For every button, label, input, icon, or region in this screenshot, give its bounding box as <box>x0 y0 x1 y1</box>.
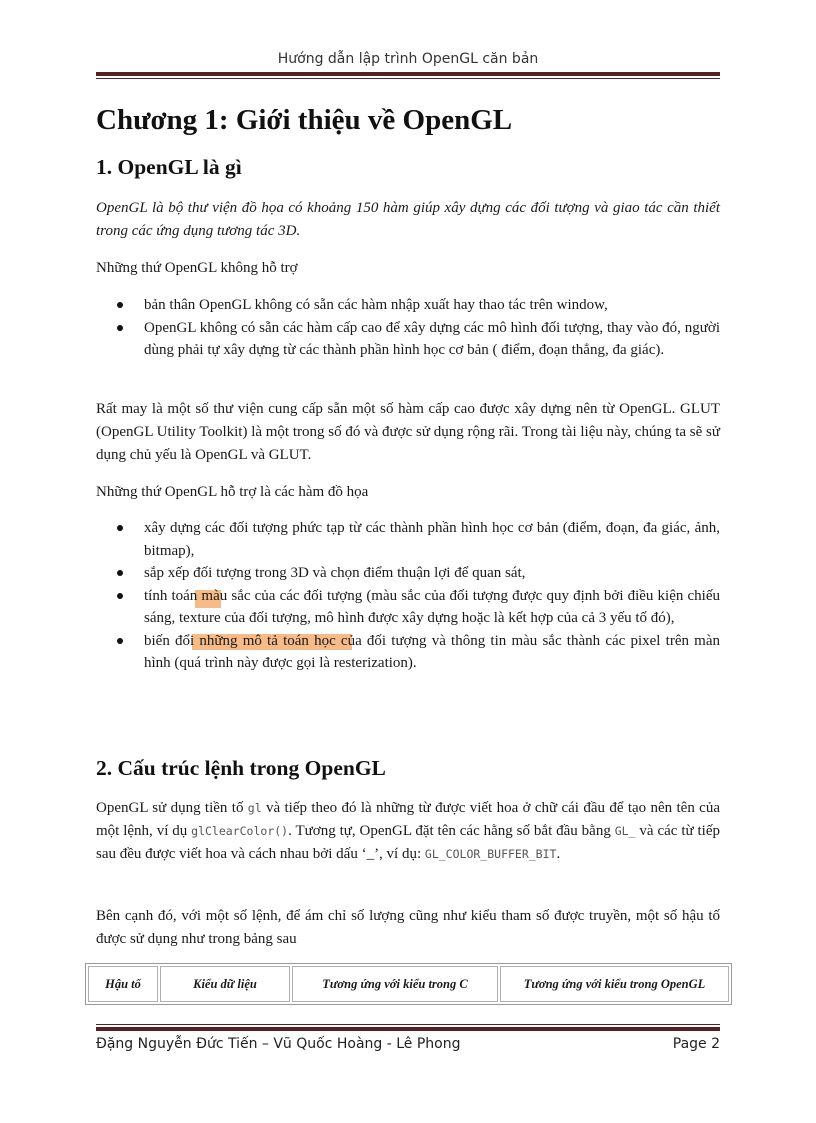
section-1-intro: OpenGL là bộ thư viện đồ họa có khoảng 150 hàm giúp xây dựng các đối tượng và giao tác cần thiết trong các ứng dụng tương tác 3D. <box>96 200 720 239</box>
supported-title: Những thứ OpenGL hỗ trợ là các hàm đồ họa <box>96 484 369 500</box>
inline-code: gl <box>247 801 262 815</box>
section-2-paragraph-1: OpenGL sử dụng tiền tố gl và tiếp theo đó là những từ được viết hoa ở chữ cái đầu để tạo nên tên của một lệnh, ví dụ glClearColor(). Tương tự, OpenGL đặt tên các hằng số bắt đầu bằng GL_ và các từ tiếp sau đều được viết hoa và cách nhau bởi dấu ‘_’, ví dụ: GL_COLOR_BUFFER_BIT. <box>96 800 721 862</box>
header-rule-thin <box>96 78 720 79</box>
header-rule <box>96 72 720 76</box>
list-item: OpenGL không có sẵn các hàm cấp cao để xây dựng các mô hình đối tượng, thay vào đó, người dùng phải tự xây dựng từ các thành phần hình học cơ bản ( điểm, đoạn thẳng, đa giác). <box>96 317 720 362</box>
bullet-icon <box>117 593 123 599</box>
page-number: Page 2 <box>672 1036 720 1052</box>
list-item: sắp xếp đối tượng trong 3D và chọn điểm thuận lợi để quan sát, <box>96 562 720 585</box>
supported-list <box>96 517 720 675</box>
glut-paragraph: Rất may là một số thư viện cung cấp sẵn một số hàm cấp cao được xây dựng nên từ OpenGL. GLUT (OpenGL Utility Toolkit) là một trong số đó và được sử dụng rộng rãi. Trong tài liệu này, chúng ta sẽ sử dụng chủ yếu là OpenGL và GLUT. <box>96 401 720 463</box>
inline-code: glClearColor() <box>191 824 289 838</box>
bullet-icon <box>117 525 123 531</box>
header-title: Hướng dẫn lập trình OpenGL căn bản <box>277 51 539 67</box>
list-item: biến đổi những mô tả toán học của đối tượng và thông tin màu sắc thành các pixel trên màn hình (quá trình này được gọi là resterization). <box>96 630 720 675</box>
not-supported-list <box>96 294 720 362</box>
suffix-table <box>85 963 732 1005</box>
table-header-row <box>88 966 729 1002</box>
section-2-paragraph-2: Bên cạnh đó, với một số lệnh, để ám chỉ số lượng cũng như kiểu tham số được truyền, một số hậu tố được sử dụng như trong bảng sau <box>96 908 720 947</box>
table-header-cell: Kiểu dữ liệu <box>160 966 290 1002</box>
inline-code: GL_ <box>614 824 636 838</box>
table-header-cell: Tương ứng với kiểu trong C <box>292 966 498 1002</box>
bullet-icon <box>117 570 123 576</box>
footer-rule-thin <box>96 1024 720 1025</box>
list-item: tính toán màu sắc của các đối tượng (màu sắc của đối tượng được quy định bởi điều kiện chiếu sáng, texture của đối tượng, mô hình được xây dựng hoặc là kết hợp của cả 3 yếu tố đó), <box>96 585 720 630</box>
inline-code: GL_COLOR_BUFFER_BIT <box>424 847 557 861</box>
table-header-cell: Tương ứng với kiểu trong OpenGL <box>500 966 729 1002</box>
list-item: xây dựng các đối tượng phức tạp từ các thành phần hình học cơ bản (điểm, đoạn, đa giác, ảnh, bitmap), <box>96 517 720 562</box>
bullet-icon <box>117 302 123 308</box>
list-item: bản thân OpenGL không có sẵn các hàm nhập xuất hay thao tác trên window, <box>96 294 720 317</box>
footer-authors: Đặng Nguyễn Đức Tiến – Vũ Quốc Hoàng - Lê Phong <box>96 1036 461 1052</box>
not-supported-title: Những thứ OpenGL không hỗ trợ <box>96 260 298 276</box>
table-header-cell: Hậu tố <box>88 966 158 1002</box>
section-1-heading: 1. OpenGL là gì <box>96 155 242 179</box>
section-2-heading: 2. Cấu trúc lệnh trong OpenGL <box>96 756 386 780</box>
bullet-icon <box>117 638 123 644</box>
chapter-title: Chương 1: Giới thiệu về OpenGL <box>96 104 513 136</box>
bullet-icon <box>117 325 123 331</box>
footer-rule <box>96 1027 720 1031</box>
